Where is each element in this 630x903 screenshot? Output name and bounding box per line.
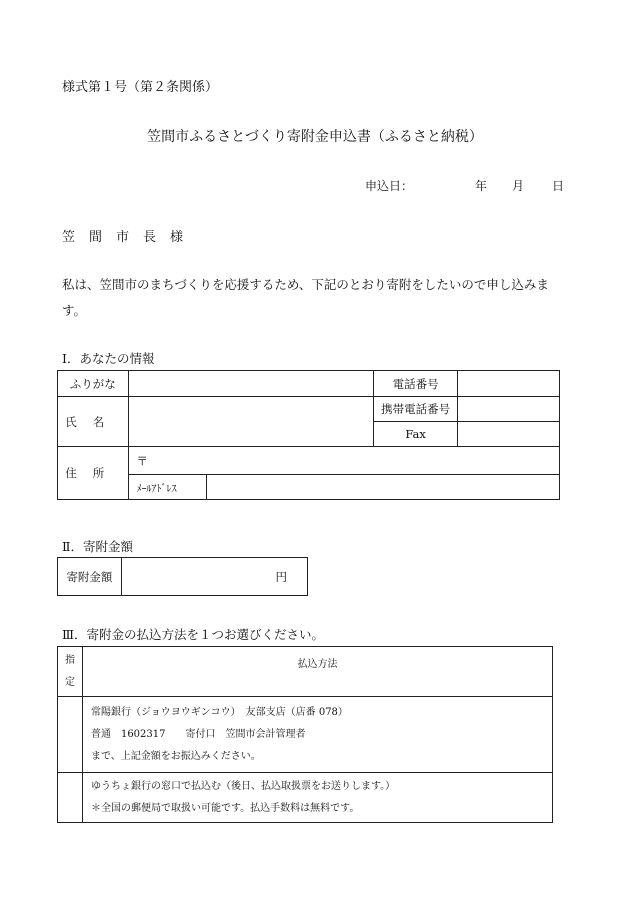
bank-line-1: 常陽銀行（ジョウヨウギンコウ） 友部支店（店番 078） <box>90 706 348 718</box>
fax-field[interactable] <box>458 422 560 447</box>
section2-heading: Ⅱ．寄附金額 <box>62 539 133 554</box>
donation-amount-table <box>57 557 308 596</box>
date-day-label: 日 <box>552 179 565 193</box>
bank-transfer-checkbox[interactable] <box>58 697 83 773</box>
postal-line-2: ＊全国の郵便局で取扱い可能です。払込手数料は無料です。 <box>90 802 360 814</box>
phone-label: 電話番号 <box>374 371 458 397</box>
payment-method-table <box>57 646 553 823</box>
name-field[interactable] <box>128 397 374 447</box>
bank-line-2: 普通 1602317 寄付口 笠間市会計管理者 <box>90 728 306 740</box>
address-field[interactable] <box>128 447 559 475</box>
form-number: 様式第１号（第２条関係） <box>62 80 219 95</box>
amount-field[interactable] <box>121 558 307 596</box>
addressee: 笠間市長様 <box>62 230 198 245</box>
yen-unit: 円 <box>275 569 287 584</box>
bank-transfer-option <box>82 697 552 773</box>
date-year-label: 年 <box>475 179 488 193</box>
select-header-char2: 定 <box>64 676 75 688</box>
bank-line-3: まで、上記金額をお振込みください。 <box>90 750 261 762</box>
postal-mark: 〒 <box>136 453 149 468</box>
postal-transfer-option <box>82 773 552 823</box>
furigana-field[interactable] <box>128 371 374 397</box>
name-label: 氏名 <box>58 397 129 447</box>
method-column-header: 払込方法 <box>82 647 552 697</box>
postal-transfer-checkbox[interactable] <box>58 773 83 823</box>
document-title: 笠間市ふるさとづくり寄附金申込書（ふるさと納税） <box>147 129 483 145</box>
email-label: ﾒｰﾙｱﾄﾞﾚｽ <box>128 475 206 500</box>
mobile-field[interactable] <box>458 397 560 422</box>
application-date-label: 申込日： <box>365 179 414 193</box>
section1-heading: Ⅰ．あなたの情報 <box>62 351 155 366</box>
mobile-label: 携帯電話番号 <box>374 397 458 422</box>
applicant-info-table <box>57 370 560 500</box>
furigana-label: ふりがな <box>58 371 129 397</box>
intro-paragraph: 私は、笠間市のまちづくりを応援するため、下記のとおり寄附をしたいので申し込みます。 <box>62 277 549 318</box>
email-field[interactable] <box>206 475 559 500</box>
select-header-char1: 指 <box>64 654 75 666</box>
postal-line-1: ゆうちょ銀行の窓口で払込む（後日、払込取扱票をお送りします。） <box>90 780 396 792</box>
date-month-label: 月 <box>512 179 525 193</box>
select-column-header <box>58 647 83 697</box>
amount-label: 寄附金額 <box>58 558 122 596</box>
address-label: 住所 <box>58 447 129 500</box>
phone-field[interactable] <box>458 371 560 397</box>
section3-heading: Ⅲ．寄附金の払込方法を１つお選びください。 <box>62 627 325 642</box>
fax-label: Fax <box>374 422 458 447</box>
